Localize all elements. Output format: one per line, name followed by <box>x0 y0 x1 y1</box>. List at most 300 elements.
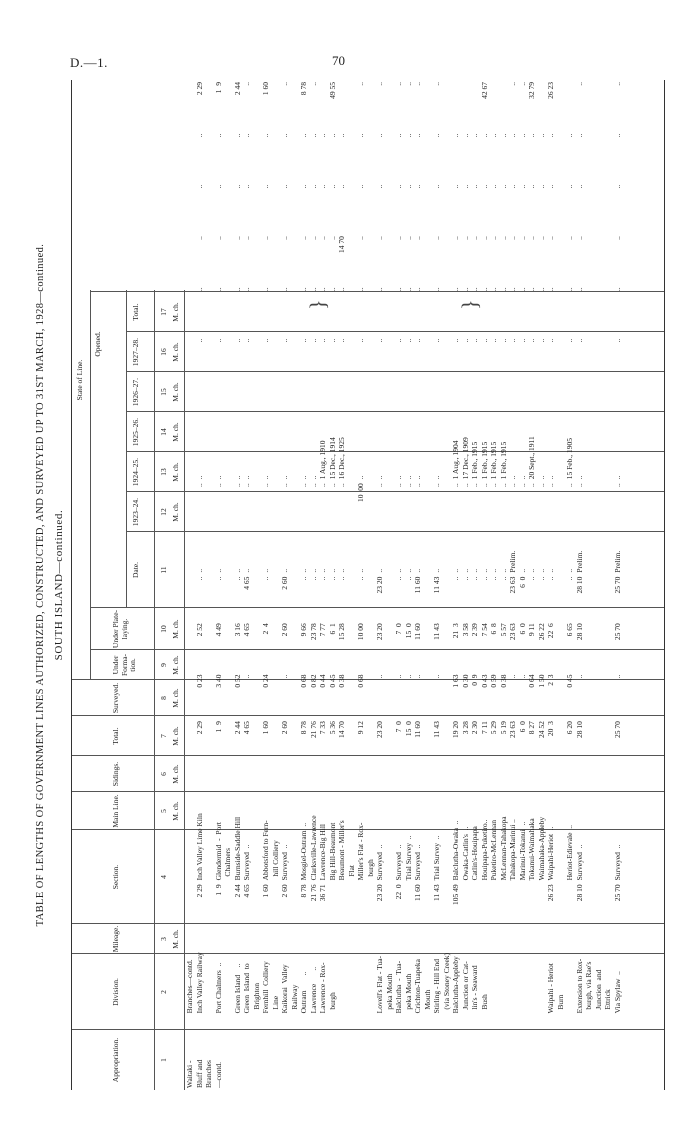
table-row <box>375 80 385 1090</box>
table-cell <box>356 882 366 922</box>
table-cell: .. <box>394 184 403 189</box>
table-cell: .. <box>318 483 327 488</box>
table-cell: 23 63 <box>508 721 517 739</box>
table-cell: 26 23 <box>546 82 555 99</box>
table-cell: 1 63 <box>451 674 460 688</box>
table-cell <box>366 621 376 672</box>
table-cell: .. <box>479 338 489 343</box>
table-cell: 9 11 <box>527 623 536 637</box>
table-cell <box>584 234 594 285</box>
table-cell: 1 9 <box>213 82 223 94</box>
table-cell: .. <box>508 287 517 292</box>
table-cell: .. <box>261 568 270 573</box>
table-cell: 1 60 <box>261 884 270 898</box>
col-1925-26: 1925–26. <box>131 417 140 447</box>
table-cell <box>603 285 613 336</box>
table-cell <box>271 131 281 182</box>
table-cell: .. <box>242 82 251 86</box>
col-number: 6 <box>159 772 168 776</box>
table-cell <box>366 481 376 535</box>
table-cell: 0 45 <box>565 674 574 688</box>
table-cell <box>527 922 537 1015</box>
table-cell: .. <box>394 576 403 581</box>
unit-label: M. ch. <box>171 726 180 746</box>
table-cell: .. <box>574 338 584 343</box>
table-cell <box>366 285 376 336</box>
table-cell: .. <box>337 133 346 138</box>
table-cell <box>185 285 195 336</box>
table-cell: peka Mouth <box>384 973 394 1014</box>
table-cell: .. <box>299 133 308 138</box>
table-cell: .. <box>308 576 318 581</box>
table-cell: Surveyed .. <box>280 844 289 881</box>
table-cell: Inch Valley Lime Kiln <box>194 813 204 881</box>
table-cell: .. <box>460 483 470 488</box>
table-cell <box>537 1015 547 1090</box>
table-cell: Fernhill Colliery <box>261 961 270 1014</box>
table-cell <box>185 535 195 575</box>
table-cell: .. <box>470 568 479 573</box>
table-cell: Bush <box>479 994 489 1014</box>
table-title: TABLE OF LENGTHS OF GOVERNMENT LINES AUTHORIZED, CONSTRUCTED, AND SURVEYED UP TO 31ST MARCH, 1928—continued. <box>35 243 46 927</box>
table-cell: .. <box>308 236 318 240</box>
table-cell: Mosgiel-Outram .. <box>299 822 308 881</box>
table-cell <box>565 80 575 131</box>
table-cell <box>204 285 214 336</box>
table-cell: .. <box>413 287 422 292</box>
table-cell <box>252 768 262 882</box>
table-cell: .. <box>432 236 441 240</box>
table-row <box>451 80 461 1090</box>
table-cell: .. <box>327 133 337 138</box>
table-cell: .. <box>356 576 365 581</box>
table-row <box>489 80 499 1090</box>
table-cell: .. <box>280 483 289 488</box>
table-cell: .. <box>356 133 365 138</box>
table-cell: .. <box>451 576 460 581</box>
table-cell <box>223 922 233 1015</box>
table-cell <box>442 337 452 388</box>
table-cell <box>442 621 452 672</box>
table-cell: 3 16 <box>232 623 242 637</box>
table-cell: 2 3 <box>546 674 555 686</box>
table-cell: .. <box>299 184 308 189</box>
table-cell <box>584 481 594 535</box>
table-cell <box>603 388 613 481</box>
table-row <box>423 80 433 1090</box>
table-cell <box>603 481 613 535</box>
table-cell <box>594 131 604 182</box>
table-cell: .. <box>489 133 498 138</box>
col-number: 15 <box>159 388 168 396</box>
table-cell <box>594 719 604 768</box>
table-cell <box>271 337 281 388</box>
table-cell: Balclutha - Tua- <box>394 960 403 1014</box>
table-cell: .. <box>261 483 270 488</box>
col-1923-24: 1923–24. <box>131 497 140 527</box>
table-cell: 7 33 <box>318 721 327 735</box>
table-cell: .. <box>213 133 223 138</box>
unit-label: M. ch. <box>171 688 180 708</box>
table-cell: .. <box>612 82 622 86</box>
table-cell <box>252 575 262 622</box>
table-cell <box>223 882 233 922</box>
brace-balclutha: } <box>457 299 482 310</box>
table-cell: .. <box>232 184 242 189</box>
table-cell: .. <box>479 133 489 138</box>
table-cell: .. <box>394 236 403 240</box>
table-cell <box>385 719 395 768</box>
table-cell: 2 44 <box>232 82 242 96</box>
table-cell: 23 20 <box>375 884 384 902</box>
table-cell: .. <box>479 287 489 292</box>
table-cell: 23 78 <box>308 623 318 641</box>
table-cell: 1 Feb., 1915 <box>489 441 498 480</box>
table-cell <box>594 882 604 922</box>
table-cell: .. <box>451 338 460 343</box>
col-number: 10 <box>159 625 168 633</box>
table-cell <box>385 768 395 882</box>
table-cell <box>461 882 471 922</box>
table-cell: .. <box>470 133 479 138</box>
table-cell <box>442 882 452 922</box>
table-row <box>214 80 224 1090</box>
table-cell: .. <box>213 483 223 488</box>
table-cell: .. <box>394 133 403 138</box>
table-cell: 1 Feb., 1915 <box>498 441 508 480</box>
table-cell <box>442 1015 452 1090</box>
table-cell: .. <box>318 184 327 189</box>
table-cell: 3 28 <box>460 721 470 735</box>
table-cell: .. <box>536 338 546 343</box>
table-cell: .. <box>498 338 508 343</box>
table-cell: .. <box>194 576 204 581</box>
table-cell: .. <box>337 576 346 581</box>
table-cell <box>290 882 300 922</box>
table-cell: Heriot-Edievale .. <box>565 825 574 881</box>
table-cell: .. <box>394 674 403 679</box>
table-cell: Catlin's-Houipapa <box>470 826 479 881</box>
table-cell <box>489 1015 499 1090</box>
table-cell: —contd. <box>213 1061 223 1088</box>
table-cell <box>537 922 547 1015</box>
table-cell: 0 59 <box>489 674 498 688</box>
table-cell <box>366 388 376 481</box>
table-cell: Marinui-Tokanui .. <box>517 821 527 881</box>
table-cell: 11 43 <box>432 576 441 594</box>
table-cell: .. <box>432 338 441 343</box>
table-cell <box>603 80 613 131</box>
table-cell: Branches—contd. <box>185 959 194 1014</box>
data-table <box>185 80 622 1090</box>
table-cell: .. <box>356 338 365 343</box>
table-cell: 1 50 <box>536 674 546 688</box>
table-cell: Mouth <box>422 989 432 1014</box>
table-cell <box>413 1015 423 1090</box>
table-cell: .. <box>375 483 384 488</box>
table-cell: .. <box>318 576 327 581</box>
table-cell <box>584 183 594 234</box>
table-cell: .. <box>194 483 204 488</box>
table-cell: .. <box>242 568 251 573</box>
table-cell <box>271 575 281 622</box>
table-cell: .. <box>460 133 470 138</box>
table-cell: 14 70 <box>337 721 346 739</box>
table-cell <box>385 673 395 720</box>
table-cell <box>271 183 281 234</box>
table-cell <box>204 719 214 768</box>
table-cell <box>385 234 395 285</box>
table-cell <box>423 183 433 234</box>
table-cell: Puketiro-McLennan <box>489 820 498 881</box>
table-cell <box>385 575 395 622</box>
table-cell <box>185 673 195 720</box>
table-cell: .. <box>574 475 584 480</box>
table-cell: .. <box>565 338 574 343</box>
table-cell: Trial Survey .. <box>403 835 413 881</box>
table-cell <box>252 131 262 182</box>
table-cell: .. <box>413 82 422 86</box>
table-cell: Surveyed .. <box>242 844 251 881</box>
table-row <box>271 80 281 1090</box>
table-cell: .. <box>299 475 308 480</box>
table-row <box>280 80 290 1090</box>
table-cell <box>366 535 376 575</box>
table-cell <box>423 882 433 922</box>
table-cell: Via Spylaw .. <box>612 971 622 1014</box>
table-cell <box>366 575 376 622</box>
table-cell: 0 38 <box>498 674 508 688</box>
table-cell <box>556 183 566 234</box>
table-cell <box>252 285 262 336</box>
table-cell: .. <box>536 184 546 189</box>
table-cell: 11 60 <box>413 884 422 902</box>
table-cell <box>252 719 262 768</box>
table-cell: 4 65 <box>242 884 251 898</box>
table-cell: .. <box>194 184 204 189</box>
table-cell: .. <box>308 287 318 292</box>
table-cell: .. <box>517 568 527 573</box>
table-cell <box>489 922 499 1015</box>
table-cell <box>603 768 613 882</box>
table-cell <box>356 1015 366 1090</box>
table-cell <box>556 131 566 182</box>
table-cell <box>423 673 433 720</box>
table-cell <box>290 183 300 234</box>
table-cell: .. <box>460 184 470 189</box>
table-cell <box>584 768 594 882</box>
table-cell <box>290 80 300 131</box>
table-cell: .. <box>517 184 527 189</box>
table-cell <box>366 1015 376 1090</box>
table-cell: .. <box>394 483 403 488</box>
table-cell <box>290 1015 300 1090</box>
table-cell <box>584 1015 594 1090</box>
table-cell: Big Hill-Beaumont <box>327 822 337 881</box>
table-cell <box>185 183 195 234</box>
table-cell <box>347 1015 357 1090</box>
col-mileage: Mileage. <box>111 925 120 953</box>
table-cell: 0 30 <box>460 674 470 688</box>
table-cell: .. <box>508 475 517 480</box>
table-cell: .. <box>280 184 289 189</box>
table-row <box>613 80 623 1090</box>
table-cell: .. <box>527 568 536 573</box>
table-cell <box>556 80 566 131</box>
table-row <box>204 80 214 1090</box>
table-cell <box>185 481 195 535</box>
unit-label: M. ch. <box>171 619 180 639</box>
table-cell: .. <box>527 184 536 189</box>
col-section: Section. <box>111 864 120 890</box>
table-cell: .. <box>337 483 346 488</box>
table-cell: 2 39 <box>470 623 479 637</box>
table-cell: Bluff and <box>194 1059 204 1088</box>
table-cell <box>603 1015 613 1090</box>
table-cell: 26 23 <box>546 884 555 902</box>
col-number: 5 <box>159 809 168 813</box>
page-number: 70 <box>332 53 345 68</box>
table-cell <box>423 535 433 575</box>
table-cell: .. <box>546 576 555 581</box>
table-cell: 20 3 <box>546 721 555 737</box>
table-cell <box>204 575 214 622</box>
table-cell: .. <box>232 338 242 343</box>
table-cell <box>594 183 604 234</box>
table-cell: 4 65 <box>242 576 251 590</box>
table-cell: .. <box>280 82 289 86</box>
table-cell <box>290 575 300 622</box>
table-cell: Owaka-Catlin's .. <box>460 826 470 881</box>
table-cell: 2 29 <box>194 721 204 735</box>
table-cell: Outram .. <box>299 971 308 1014</box>
table-cell: .. <box>308 133 318 138</box>
unit-label: M. ch. <box>171 462 180 482</box>
table-cell: 49 55 <box>327 82 337 99</box>
table-cell: 23 20 <box>375 576 384 594</box>
table-cell: Extension to Rox- <box>574 958 584 1014</box>
table-cell: .. <box>194 475 204 480</box>
table-cell: .. <box>232 287 242 292</box>
table-cell: 10 00 <box>356 623 365 641</box>
table-cell <box>470 1015 480 1090</box>
table-cell: Surveyed .. <box>612 844 622 881</box>
table-cell: 15 0 <box>403 721 413 737</box>
table-cell: 2 52 <box>194 623 204 637</box>
table-cell <box>204 882 214 922</box>
table-cell: .. <box>470 483 479 488</box>
table-cell: .. <box>517 674 527 679</box>
table-cell <box>271 80 281 131</box>
table-cell: .. <box>394 287 403 292</box>
table-cell <box>556 535 566 575</box>
table-cell: .. <box>536 287 546 292</box>
table-cell <box>565 1015 575 1090</box>
table-row <box>413 80 423 1090</box>
table-cell: .. <box>489 576 498 581</box>
table-cell: .. <box>517 483 527 488</box>
table-cell <box>252 80 262 131</box>
table-cell <box>556 337 566 388</box>
table-cell: .. <box>403 483 413 488</box>
table-cell <box>584 719 594 768</box>
table-cell: .. <box>527 133 536 138</box>
table-cell: .. <box>498 576 508 581</box>
table-cell: .. <box>517 236 527 240</box>
table-row <box>309 80 319 1090</box>
table-cell: .. <box>280 287 289 292</box>
table-cell: Railway <box>289 984 299 1014</box>
table-cell: .. <box>498 184 508 189</box>
table-cell: .. <box>413 483 422 488</box>
table-cell: 21 3 <box>451 623 460 639</box>
table-cell: .. <box>280 674 289 679</box>
table-cell: Surveyed .. <box>375 844 384 881</box>
table-cell <box>271 481 281 535</box>
table-cell: 2 44 <box>232 721 242 735</box>
table-cell: .. <box>356 236 365 240</box>
table-cell: .. <box>308 82 318 86</box>
table-cell <box>271 882 281 922</box>
table-cell <box>594 80 604 131</box>
table-cell <box>185 234 195 285</box>
table-cell: Surveyed .. <box>574 844 584 881</box>
table-cell: 23 20 <box>375 721 384 739</box>
table-cell <box>185 131 195 182</box>
table-cell <box>290 234 300 285</box>
col-appropriation: Appropriation. <box>111 1037 120 1083</box>
table-cell <box>185 337 195 388</box>
table-cell <box>204 481 214 535</box>
table-row <box>385 80 395 1090</box>
table-cell: .. <box>327 338 337 343</box>
table-cell <box>480 1015 490 1090</box>
table-cell: .. <box>498 483 508 488</box>
table-cell: Port Chalmers .. <box>213 962 223 1014</box>
table-cell: .. <box>375 338 384 343</box>
table-cell: Ettrick <box>603 989 612 1014</box>
table-cell <box>556 285 566 336</box>
table-cell: .. <box>413 674 422 679</box>
table-row <box>366 80 376 1090</box>
table-cell: .. <box>489 236 498 240</box>
table-cell: .. <box>318 133 327 138</box>
table-cell <box>442 388 452 481</box>
table-cell: 2 60 <box>280 576 289 590</box>
table-cell: .. <box>432 133 441 138</box>
table-cell: .. <box>327 483 337 488</box>
table-cell: .. <box>261 475 270 480</box>
table-cell <box>290 673 300 720</box>
table-cell: .. <box>489 184 498 189</box>
table-cell: .. <box>242 483 251 488</box>
table-cell: 0 45 <box>327 674 337 688</box>
table-cell: Crichton-Tuapeka <box>413 959 422 1014</box>
table-cell: 11 43 <box>432 884 441 902</box>
table-row <box>394 80 404 1090</box>
table-row <box>584 80 594 1090</box>
table-cell <box>385 621 395 672</box>
table-cell <box>271 673 281 720</box>
table-row <box>565 80 575 1090</box>
table-cell: .. <box>403 576 413 581</box>
table-cell: .. <box>536 576 546 581</box>
table-cell <box>309 1015 319 1090</box>
table-cell <box>594 1015 604 1090</box>
table-cell: Trial Survey .. <box>432 835 441 881</box>
col-1926-27: 1926–27. <box>131 377 140 407</box>
table-cell <box>556 234 566 285</box>
